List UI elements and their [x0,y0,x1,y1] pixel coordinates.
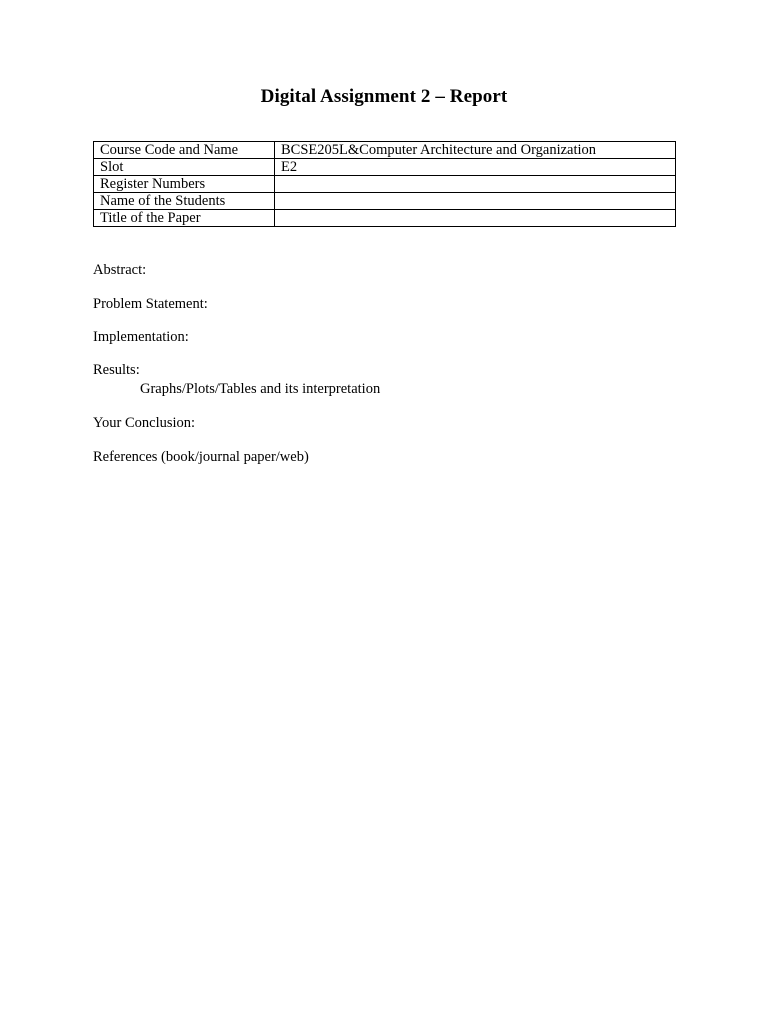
row-value [275,176,676,193]
section-results-detail: Graphs/Plots/Tables and its interpretation [140,381,381,397]
row-label: Title of the Paper [94,210,275,227]
row-label: Slot [94,159,275,176]
section-conclusion: Your Conclusion: [93,415,196,431]
section-problem-statement: Problem Statement: [93,296,208,312]
table-row-student-names [94,193,676,210]
table-row-slot [94,159,676,176]
info-table [93,141,676,227]
row-value: E2 [275,159,676,176]
row-value [275,193,676,210]
table-row-register-numbers [94,176,676,193]
row-label: Name of the Students [94,193,275,210]
row-label: Course Code and Name [94,142,275,159]
section-references: References (book/journal paper/web) [93,449,309,465]
section-results: Results: [93,362,140,378]
table-row-paper-title [94,210,676,227]
section-abstract: Abstract: [93,262,147,278]
table-row-course [94,142,676,159]
row-value [275,210,676,227]
section-implementation: Implementation: [93,329,189,345]
row-label: Register Numbers [94,176,275,193]
page-title: Digital Assignment 2 – Report [260,86,508,107]
row-value: BCSE205L&Computer Architecture and Organization [275,142,676,159]
